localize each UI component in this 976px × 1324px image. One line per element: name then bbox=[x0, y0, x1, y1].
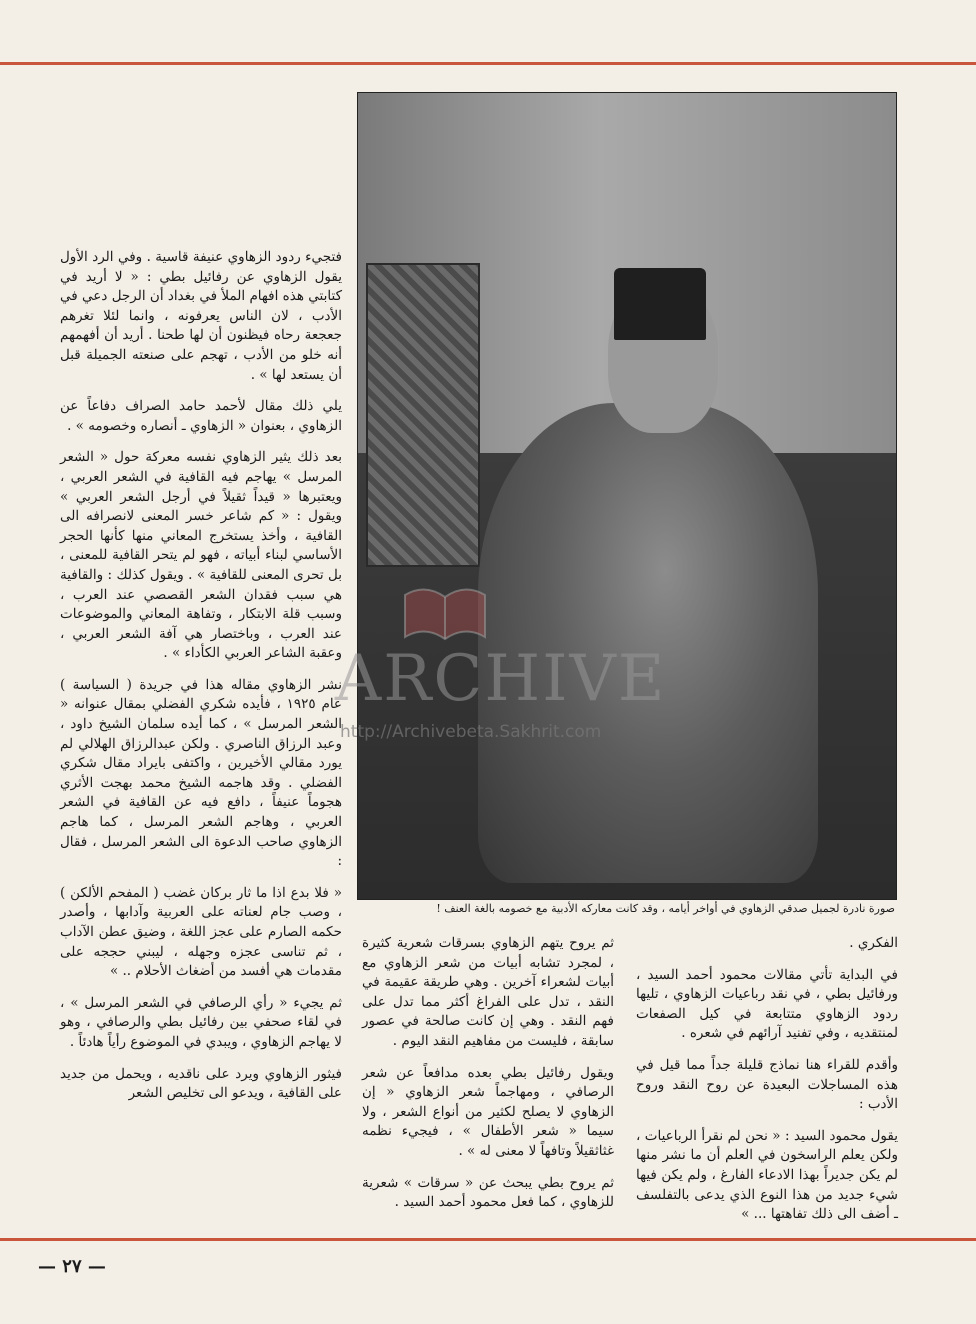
bottom-rule bbox=[0, 1238, 976, 1241]
paragraph: في البداية تأتي مقالات محمود أحمد السيد ، ورفائيل بطي ، في نقد رباعيات الزهاوي ، تليها ردود الزهاوي متتابعة في كيل الصفعات لمنتقديه ، وفي تفنيد آرائهم في شعره . bbox=[636, 966, 898, 1042]
paragraph: ثم يروح يتهم الزهاوي بسرقات شعرية كثيرة ، لمجرد تشابه أبيات من شعر الزهاوي مع أبيات لشعراء آخرين . وهي طريقة عقيمة في النقد ، تدل على الفراغ أكثر مما تدل على فهم النقد . وهي إن كانت صالحة في عصور سابقة ، فليست من مفاهيم النقد اليوم . bbox=[362, 935, 614, 1049]
paragraph: يقول محمود السيد : « نحن لم نقرأ الرباعيات ، ولكن يعلم الراسخون في العلم أن ما نشر منها لم يكن جديراً بهذا الادعاء الفارغ ، ولم يكن فيها شيء جديد من هذا النوع الذي يدعى بالتفلسف ـ أضف الى ذلك تفاهتها ... » bbox=[636, 1127, 898, 1223]
paragraph: ثم يجيء « رأي الرصافي في الشعر المرسل » ، في لقاء صحفي بين رفائيل بطي والرصافي ، وهو لا يهاجم الزهاوي ، ويبدي في الموضوع رأياً هادئاً . bbox=[60, 994, 342, 1050]
paragraph: يلي ذلك مقال لأحمد حامد الصراف دفاعاً عن الزهاوي ، بعنوان « الزهاوي ـ أنصاره وخصومه » . bbox=[60, 398, 342, 434]
paragraph: فتجيء ردود الزهاوي عنيفة قاسية . وفي الرد الأول يقول الزهاوي عن رفائيل بطي : « لا أريد في كتابتي هذه افهام الملأ في بغداد أن الرجل دعي في الأدب ، لان الناس يعرفونه ، وانما لئلا تغرهم جعجعة رحاه فيظنون أن لها طحنا . أريد أن أفهمهم أنه خلو من الأدب ، تهجم على صنعته الجميلة قبل أن يستعد لها » . bbox=[60, 249, 342, 383]
watermark-text: ARCHIVE bbox=[335, 642, 667, 716]
paragraph: وأقدم للقراء هنا نماذج قليلة جداً مما قيل في هذه المساجلات البعيدة عن روح النقد وروح الأدب : bbox=[636, 1056, 898, 1113]
paragraph: الفكري . bbox=[849, 935, 898, 951]
paragraph: فيثور الزهاوي ويرد على ناقديه ، ويحمل من جديد على القافية ، ويدعو الى تخليص الشعر bbox=[60, 1065, 342, 1102]
page-number: — ٢٧ — bbox=[38, 1256, 106, 1277]
photo-caption: صورة نادرة لجميل صدقي الزهاوي في أواخر أيامه ، وقد كانت معاركه الأدبية مع خصومه بالغة العنف ! bbox=[436, 902, 895, 915]
archive-book-icon bbox=[400, 575, 490, 645]
paragraph: ثم يروح بطي يبحث عن « سرقات » شعرية للزهاوي ، كما فعل محمود أحمد السيد . bbox=[362, 1174, 614, 1211]
column-middle bbox=[362, 934, 614, 1225]
portrait-photo bbox=[357, 92, 897, 900]
paragraph: « فلا بدع اذا ما ثار بركان غضب ( المفحم الألكن ) ، وصب جام لعناته على العربية وآدابها ، وأصدر حكمه الصارم على عجز اللغة ، وضيق عطن الآداب ، ثم تناسى عجزه وجهله ، ليبني حججه على مقدمات هي أفسد من أضغاث الأحلام .. » bbox=[60, 884, 342, 980]
paragraph: نشر الزهاوي مقاله هذا في جريدة ( السياسة ) عام ١٩٢٥ ، فأيده شكري الفضلي بمقال عنوانه « الشعر المرسل » ، كما أيده سلمان الشيخ داود ، وعبد الرزاق الناصري . ولكن عبدالرزاق الهلالي لم يورد مقالي الأخيرين ، واكتفى بايراد مقال شكري الفضلي . وقد هاجمه الشيخ محمد بهجت الأثري هجوماً عنيفاً ، دافع فيه عن القافية في الشعر العربي ، وهاجم الشعر المرسل ، كما هاجم الزهاوي صاحب الدعوة الى الشعر المرسل ، فقال : bbox=[60, 676, 342, 870]
top-rule bbox=[0, 62, 976, 65]
column-left bbox=[60, 248, 342, 1116]
column-right bbox=[636, 934, 898, 1237]
paragraph: ويقول رفائيل بطي بعده مدافعاً عن شعر الرصافي ، ومهاجماً شعر الزهاوي « إن الزهاوي لا يصلح لكثير من أنواع الشعر ، ولا سيما « شعر الأطفال » ، فيجيء نظمه غثاثقيلاً وتافهاً لا معنى له » . bbox=[362, 1064, 614, 1159]
watermark-url: http://Archivebeta.Sakhrit.com bbox=[340, 722, 602, 742]
paragraph: بعد ذلك يثير الزهاوي نفسه معركة حول « الشعر المرسل » يهاجم فيه القافية في الشعر العربي ، ويعتبرها « قيداً ثقيلاً في أرجل الشعر العربي » ويقول : « كم شاعر خسر المعنى لانصرافه الى القافية ، وأخذ يستخرج المعاني منها كأنها الحجر الأساسي لبناء أبياته ، فهو لم يتحر القافية للمعنى ، بل تحرى المعنى للقافية » . ويقول كذلك : والقافية هي سبب فقدان الشعر القصصي عند العرب ، وسبب قلة الابتكار ، وتفاهة المعاني والموضوعات عند العرب ، وباختصار هي آفة الشعر العربي ، وعقبة الشاعر العربي الكأداء » . bbox=[60, 449, 342, 662]
